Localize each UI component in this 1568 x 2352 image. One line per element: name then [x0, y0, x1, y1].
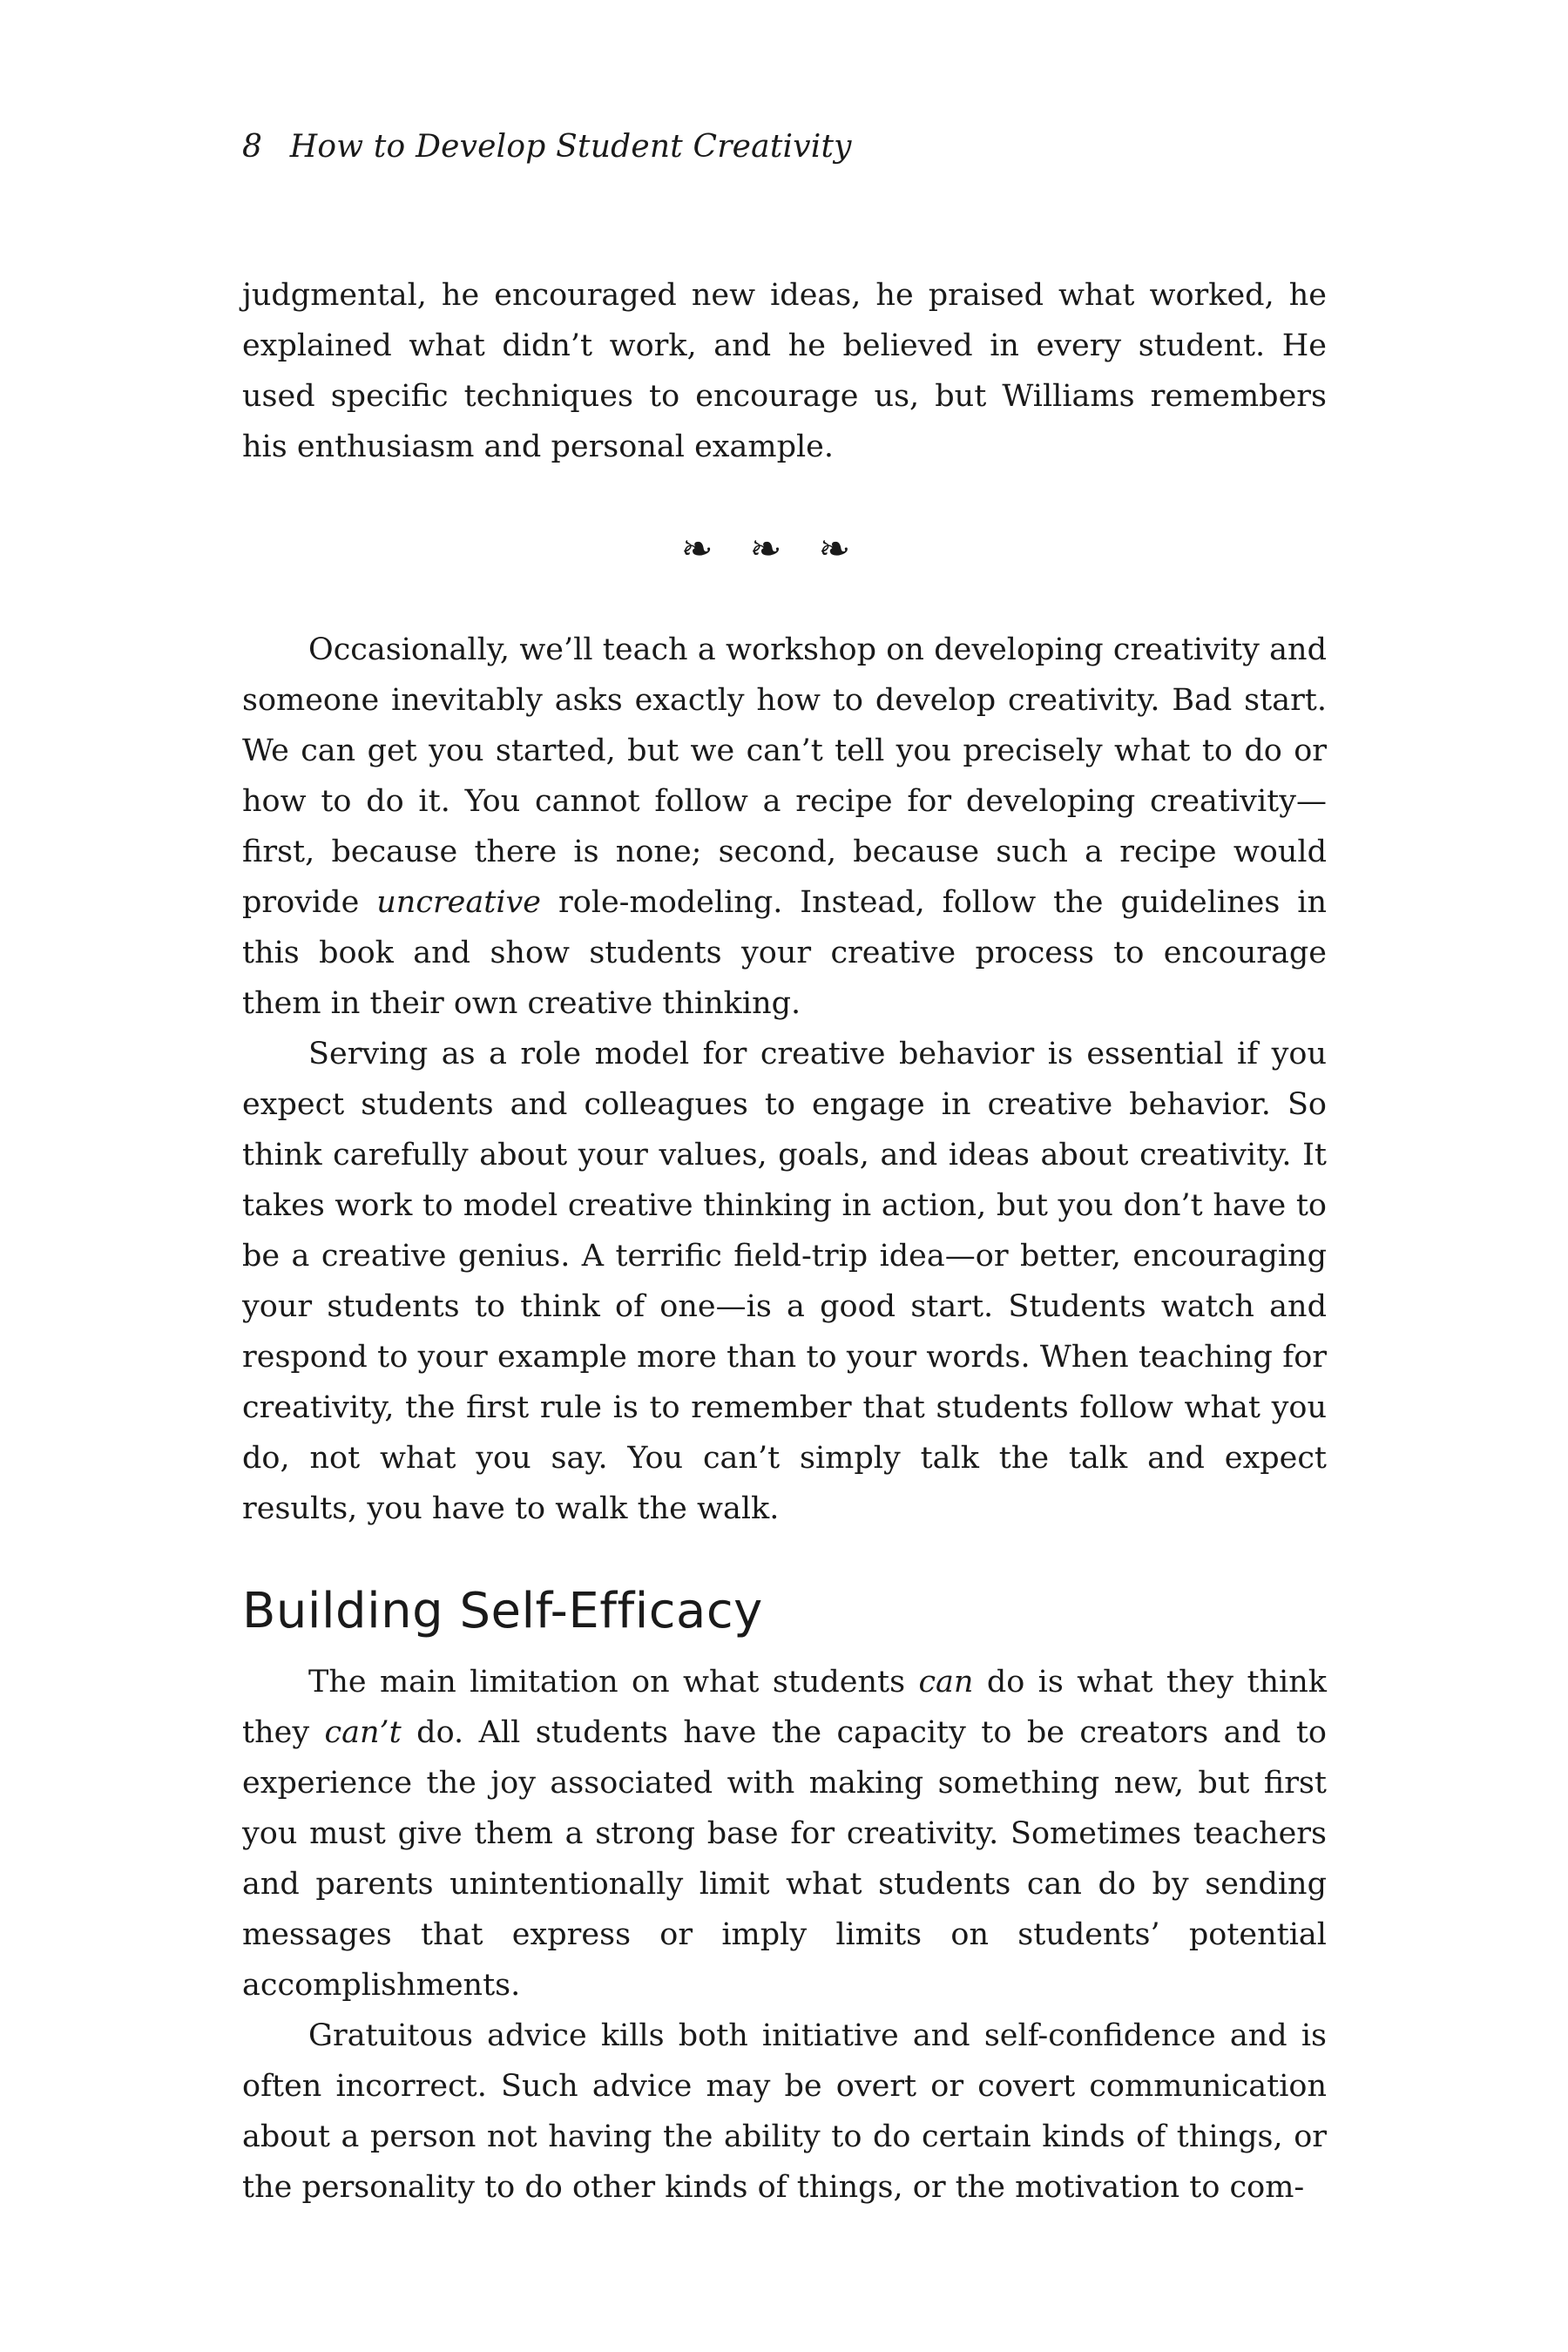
- paragraph-text: role-modeling. Instead, follow the guidelines in this book and show students your creative process to encourage them in their own creative thinking.: [242, 885, 1328, 1021]
- page-number: 8: [242, 129, 263, 165]
- emphasis-text: can’t: [324, 1715, 402, 1750]
- section-two: [242, 1657, 1327, 2213]
- emphasis-text: can: [918, 1665, 974, 1700]
- section-break-ornament: [0, 527, 1568, 571]
- fleuron-icon: ❧: [749, 527, 819, 571]
- section-heading: Building Self-Efficacy: [242, 1583, 763, 1639]
- section-one: [242, 625, 1327, 1534]
- paragraph-text: do is what they think they: [242, 1665, 1327, 1750]
- paragraph: [242, 1657, 1327, 2011]
- paragraph-text: Occasionally, we’ll teach a workshop on developing creativity and someone inevitably asks exactly how to develop creativity. Bad start. We can get you started, but we can’t tell you precisely what to do or how to do it. You cannot follow a recipe for developing creativity—first, because there is none; second, because such a recipe would provide: [242, 632, 1327, 920]
- paragraph: Gratuitous advice kills both initiative and self-confidence and is often incorrect. Such advice may be overt or covert communication about a person not having the ability to do certain kinds of things, or the personality to do other kinds of things, or the motivation to com-: [242, 2018, 1327, 2205]
- fleuron-icon: ❧: [818, 527, 888, 571]
- paragraph: [242, 625, 1327, 1029]
- fleuron-icon: ❧: [680, 527, 750, 571]
- book-title: How to Develop Student Creativity: [289, 129, 852, 165]
- running-head: [242, 129, 852, 165]
- continued-paragraph-block: [242, 270, 1327, 472]
- continued-paragraph: judgmental, he encouraged new ideas, he praised what worked, he explained what didn’t work, and he believed in every student. He used specific techniques to encourage us, but Williams remembers his enthusiasm and personal example.: [242, 278, 1327, 464]
- emphasis-text: uncreative: [376, 885, 542, 920]
- paragraph: Serving as a role model for creative behavior is essential if you expect students and colleagues to engage in creative behavior. So think carefully about your values, goals, and ideas about creativity. It takes work to model creative thinking in action, but you don’t have to be a creative genius. A terrific field-trip idea—or better, encouraging your students to think of one—is a good start. Students watch and respond to your example more than to your words. When teaching for creativity, the first rule is to remember that students follow what you do, not what you say. You can’t simply talk the talk and expect results, you have to walk the walk.: [242, 1037, 1327, 1526]
- paragraph-text: The main limitation on what students: [308, 1665, 919, 1700]
- paragraph-text: do. All students have the capacity to be creators and to experience the joy associated with making something new, but first you must give them a strong base for creativity. Sometimes teachers and parents unintentionally limit what students can do by sending messages that express or imply limits on students’ potential accomplishments.: [242, 1715, 1327, 2003]
